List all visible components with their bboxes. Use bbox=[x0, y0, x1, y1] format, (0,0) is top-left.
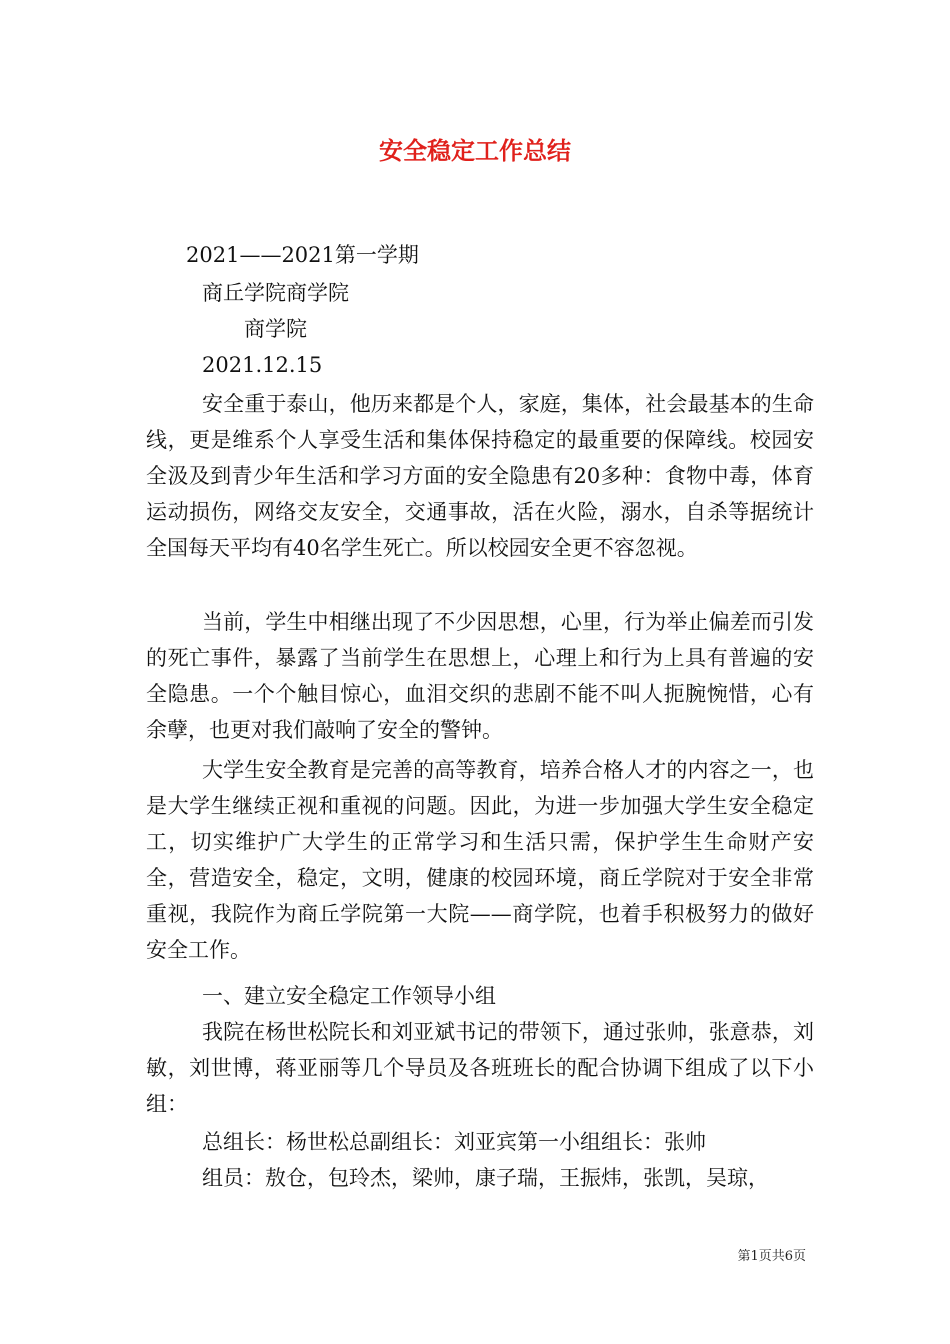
school-line: 商丘学院商学院 bbox=[202, 281, 349, 305]
paragraph-3: 大学生安全教育是完善的高等教育，培养合格人才的内容之一，也是大学生继续正视和重视的问题。因此，为进一步加强大学生安全稳定工，切实维护广大学生的正常学习和生活只需，保护学生生命财产安全，营造安全，稳定，文明，健康的校园环境，商丘学院对于安全非常重视，我院作为商丘学院第一大院——商学院，也着手积极努力的做好安全工作。 bbox=[146, 758, 814, 962]
date-line: 2021.12.15 bbox=[202, 353, 323, 377]
paragraph-6: 组员：敖仓，包玲杰，梁帅，康子瑞，王振炜，张凯，吴琼， bbox=[202, 1166, 769, 1190]
section-heading-1: 一、建立安全稳定工作领导小组 bbox=[202, 984, 496, 1008]
paragraph-1: 安全重于泰山，他历来都是个人，家庭，集体，社会最基本的生命线，更是维系个人享受生活和集体保持稳定的最重要的保障线。校园安全汲及到青少年生活和学习方面的安全隐患有20多种：食物中毒，体育运动损伤，网络交友安全，交通事故，活在火险，溺水，自杀等据统计全国每天平均有40名学生死亡。所以校园安全更不容忽视。 bbox=[146, 392, 814, 560]
department-line: 商学院 bbox=[244, 317, 307, 341]
paragraph-5: 总组长：杨世松总副组长：刘亚宾第一小组组长：张帅 bbox=[202, 1130, 706, 1154]
semester-line: 2021——2021第一学期 bbox=[186, 243, 419, 267]
paragraph-2: 当前，学生中相继出现了不少因思想，心里，行为举止偏差而引发的死亡事件，暴露了当前学生在思想上，心理上和行为上具有普遍的安全隐患。一个个触目惊心，血泪交织的悲剧不能不叫人扼腕惋惜，心有余孽，也更对我们敲响了安全的警钟。 bbox=[146, 610, 814, 742]
document-title: 安全稳定工作总结 bbox=[379, 137, 571, 165]
paragraph-4: 我院在杨世松院长和刘亚斌书记的带领下，通过张帅，张意恭，刘敏，刘世博，蒋亚丽等几个导员及各班班长的配合协调下组成了以下小组： bbox=[146, 1020, 814, 1116]
page-footer: 第1页共6页 bbox=[737, 1249, 806, 1264]
